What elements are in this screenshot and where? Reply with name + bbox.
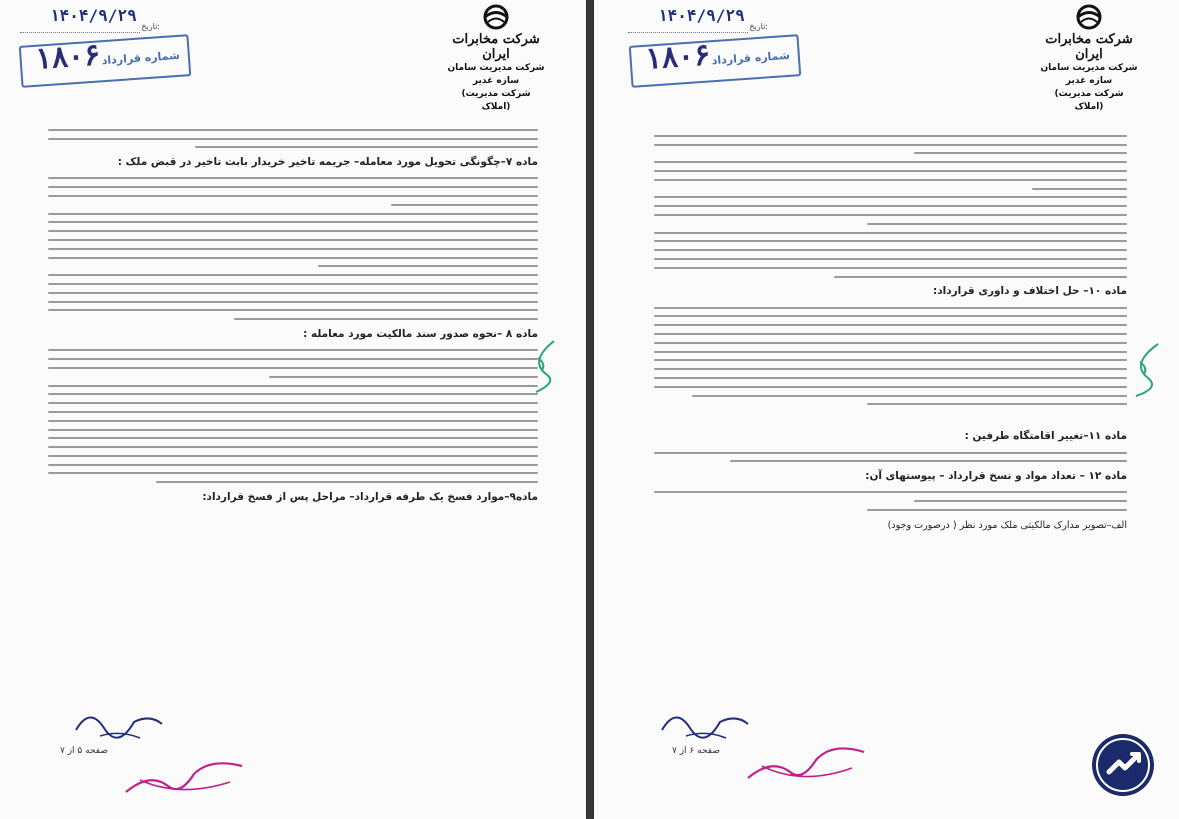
contract-number-stamp xyxy=(19,34,192,88)
signature-blue-icon xyxy=(656,700,756,748)
margin-initials-icon xyxy=(524,336,564,396)
letterhead xyxy=(446,4,546,114)
date-underline xyxy=(628,32,748,33)
company-name: شرکت مخابرات ایران xyxy=(1045,32,1133,62)
date-field xyxy=(20,6,160,40)
section-heading: ماده۹–موارد فسخ یک طرفه قرارداد– مراحل پس از فسخ قرارداد: xyxy=(202,491,538,504)
date-label: تاریخ: xyxy=(141,22,160,31)
letterhead xyxy=(1039,4,1139,114)
signature-magenta-icon xyxy=(742,734,872,794)
company-name: شرکت مخابرات ایران xyxy=(452,32,540,62)
date-field xyxy=(628,6,768,40)
stamp-label: شماره قرارداد xyxy=(711,48,791,68)
handwritten-date: ۱۴۰۴/۹/۲۹ xyxy=(658,6,745,25)
date-underline xyxy=(20,32,140,33)
section-heading: ماده ۷–چگونگی تحویل مورد معامله– جریمه تاخیر خریدار بابت تاخیر در قبض ملک : xyxy=(117,156,538,169)
stamp-number: ۱۸۰۶ xyxy=(644,37,712,77)
section-heading: ماده ۱۱–تغییر اقامتگاه طرفین : xyxy=(964,430,1127,443)
date-label: تاریخ: xyxy=(749,22,768,31)
tci-logo-icon xyxy=(479,4,513,30)
handwritten-date: ۱۴۰۴/۹/۲۹ xyxy=(50,6,137,25)
page-number: صفحه ۵ از ۷ xyxy=(60,746,108,756)
tci-logo-icon xyxy=(1072,4,1106,30)
stamp-label: شماره قرارداد xyxy=(101,48,181,68)
margin-initials-icon xyxy=(1124,340,1168,400)
signature-blue-icon xyxy=(70,700,170,748)
contract-body xyxy=(48,122,538,506)
company-sub2: (شرکت مدیریت املاک) xyxy=(1054,89,1124,112)
signature-magenta-icon xyxy=(120,752,250,804)
company-sub1: شرکت مدیریت سامان سازه غدیر xyxy=(1040,63,1138,86)
appendix-item: الف–تصویر مدارک مالکیتی ملک مورد نظر ( درصورت وجود) xyxy=(887,519,1127,531)
company-sub1: شرکت مدیریت سامان سازه غدیر xyxy=(447,63,545,86)
contract-body xyxy=(654,128,1127,533)
brand-logo-icon xyxy=(1092,734,1154,796)
document-page-right xyxy=(594,0,1179,819)
section-heading: ماده ۸ –نحوه صدور سند مالکیت مورد معامله : xyxy=(303,328,538,341)
document-page-left xyxy=(0,0,586,819)
section-heading: ماده ۱۰– حل اختلاف و داوری قرارداد: xyxy=(933,285,1127,298)
section-heading: ماده ۱۲ – تعداد مواد و نسخ قرارداد – پیوستهای آن: xyxy=(865,470,1127,483)
stamp-number: ۱۸۰۶ xyxy=(34,37,102,77)
page-number: صفحه ۶ از ۷ xyxy=(672,746,720,756)
company-sub2: (شرکت مدیریت املاک) xyxy=(461,89,531,112)
contract-number-stamp xyxy=(629,34,802,88)
